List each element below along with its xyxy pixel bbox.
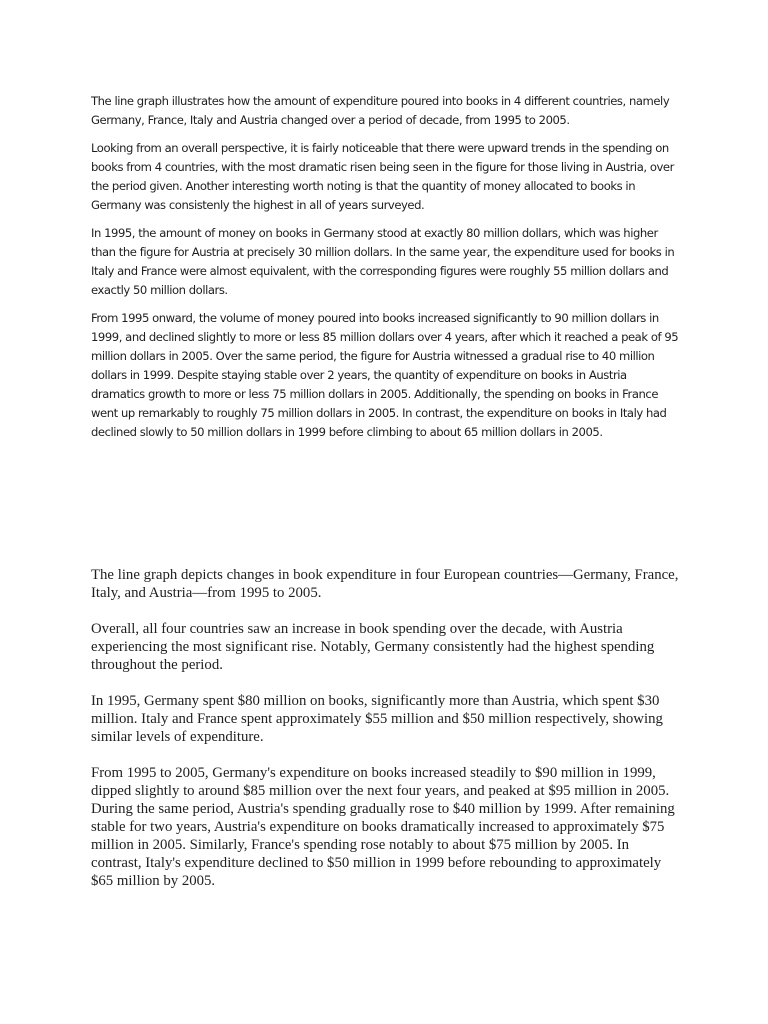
essay-revised-overview: Overall, all four countries saw an increase in book spending over the decade, with Austria experiencing the most significant rise. Notably, Germany consistently had the highest spending throughout the period.	[91, 621, 655, 673]
essay-original-body-2: From 1995 onward, the volume of money poured into books increased significantly to 90 million dollars in 1999, and declined slightly to more or less 85 million dollars over 4 years, after which it reached a peak of 95 million dollars in 2005. Over the same period, the figure for Austria witnessed a gradual rise to 40 million dollars in 1999. Despite staying stable over 2 years, the quantity of expenditure on books in Austria dramatics growth to more or less 75 million dollars in 2005. Additionally, the spending on books in France went up remarkably to roughly 75 million dollars in 2005. In contrast, the expenditure on books in Italy had declined slowly to 50 million dollars in 1999 before climbing to about 65 million dollars in 2005.	[91, 311, 679, 439]
essay-revised-body-1: In 1995, Germany spent $80 million on books, significantly more than Austria, which spent $30 million. Italy and France spent approximately $55 million and $50 million respectively, showing similar levels of expenditure.	[91, 693, 663, 745]
essay-original-overview: Looking from an overall perspective, it is fairly noticeable that there were upward trends in the spending on books from 4 countries, with the most dramatic risen being seen in the figure for those living in Austria, over the period given. Another interesting worth noting is that the quantity of money allocated to books in Germany was consistenly the highest in all of years surveyed.	[91, 141, 674, 212]
essay-original-intro: The line graph illustrates how the amount of expenditure poured into books in 4 different countries, namely Germany, France, Italy and Austria changed over a period of decade, from 1995 to 2005.	[91, 94, 670, 127]
essay-original-body-1: In 1995, the amount of money on books in Germany stood at exactly 80 million dollars, which was higher than the figure for Austria at precisely 30 million dollars. In the same year, the expenditure used for books in Italy and France were almost equivalent, with the corresponding figures were roughly 55 million dollars and exactly 50 million dollars.	[91, 226, 675, 297]
essay-revised	[91, 566, 679, 908]
essay-revised-body-2: From 1995 to 2005, Germany's expenditure on books increased steadily to $90 million in 1999, dipped slightly to around $85 million over the next four years, and peaked at $95 million in 2005. During the same period, Austria's spending gradually rose to $40 million by 1999. After remaining stable for two years, Austria's expenditure on books dramatically increased to approximately $75 million in 2005. Similarly, France's spending rose notably to about $75 million by 2005. In contrast, Italy's expenditure declined to $50 million in 1999 before rebounding to approximately $65 million by 2005.	[91, 765, 675, 889]
essay-original	[91, 92, 679, 451]
essay-revised-intro: The line graph depicts changes in book expenditure in four European countries—Germany, France, Italy, and Austria—from 1995 to 2005.	[91, 567, 679, 601]
